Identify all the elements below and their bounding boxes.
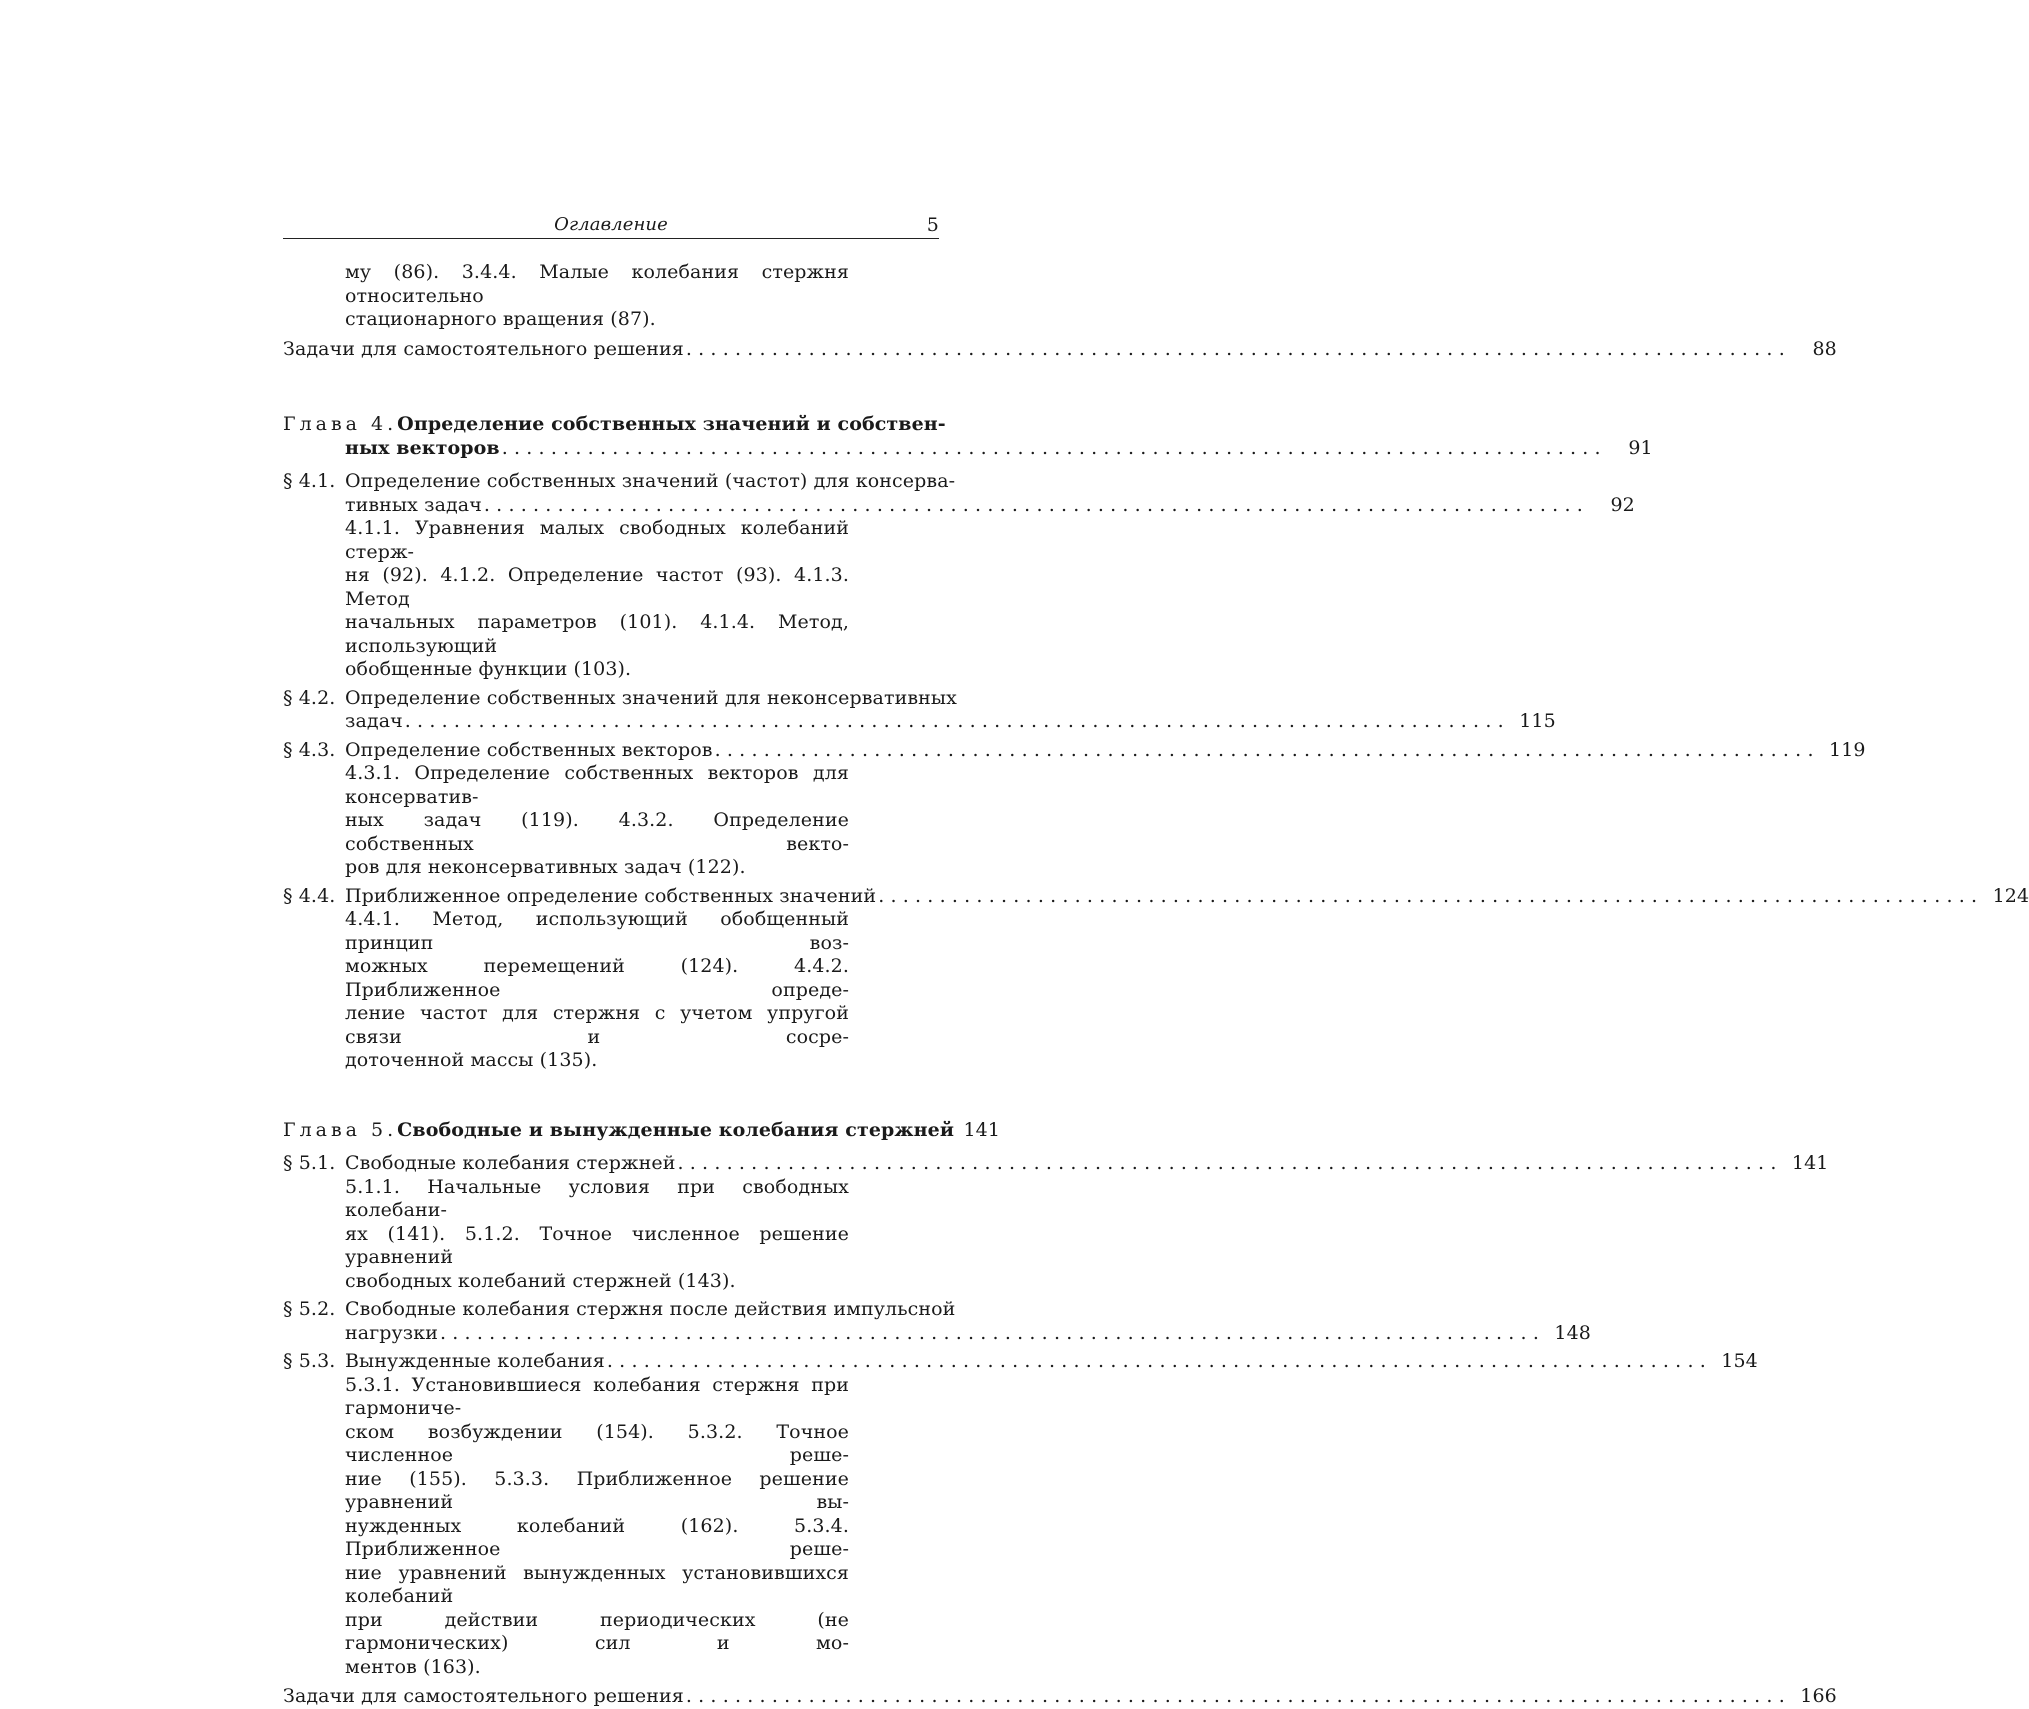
chapter-5-heading[interactable] [283, 1118, 1001, 1143]
subsection-line: ление частот для стержня с учетом упругой связи и сосре- [345, 1002, 849, 1048]
section-page: 154 [1721, 1350, 1758, 1372]
section-title-line-1: Определение собственных значений (частот) для консерва- [345, 470, 956, 492]
chapter-4 [283, 413, 2029, 1073]
chapter-4-heading[interactable] [283, 413, 946, 437]
subsection-line: ных задач (119). 4.3.2. Определение собственных векто- [345, 809, 849, 855]
section-title-line-1: Приближенное определение собственных значений [345, 884, 877, 907]
section-4-2[interactable] [283, 686, 1556, 734]
chapter-title: Свободные и вынужденные колебания стержней [397, 1118, 955, 1141]
subsection-line: 5.1.1. Начальные условия при свободных колебани- [345, 1175, 849, 1221]
section-title-line-2: задач [345, 710, 403, 732]
section-number: § 4.1. [283, 470, 336, 492]
dot-leader [715, 739, 1814, 763]
section-4-4[interactable] [283, 884, 2029, 1073]
section-page: 124 [1992, 884, 2029, 907]
toc-page [283, 210, 2029, 1709]
section-number: § 4.3. [283, 738, 336, 761]
dot-leader [677, 1152, 1776, 1176]
header-page-number: 5 [926, 214, 939, 236]
section-5-1[interactable] [283, 1152, 1829, 1293]
dot-leader [686, 1685, 1785, 1709]
section-page: 119 [1829, 738, 1866, 761]
section-title-line-2: нагрузки [345, 1321, 438, 1344]
dot-leader [607, 1350, 1706, 1374]
section-title-line-1: Свободные колебания стержней [345, 1152, 676, 1174]
subsection-line: ние (155). 5.3.3. Приближенное решение уравнений вы- [345, 1467, 849, 1513]
entry-label: Задачи для самостоятельного решения [283, 1685, 684, 1707]
header-title: Оглавление [554, 214, 668, 235]
continuation-line-2: стационарного вращения (87). [345, 308, 656, 330]
subsection-line: можных перемещений (124). 4.4.2. Приближенное опреде- [345, 955, 849, 1001]
toc-entry-tasks-ch3[interactable] [283, 337, 1837, 362]
section-title-line-1: Определение собственных значений для неконсервативных [345, 686, 957, 709]
section-5-2[interactable] [283, 1298, 1591, 1345]
subsection-line: ском возбуждении (154). 5.3.2. Точное численное реше- [345, 1420, 849, 1466]
section-number: § 5.3. [283, 1350, 336, 1372]
dot-leader [686, 338, 1785, 362]
entry-label: Задачи для самостоятельного решения [283, 337, 684, 360]
dot-leader [405, 710, 1504, 734]
section-4-3[interactable] [283, 738, 1866, 880]
chapter-prefix: Глава 4. [283, 413, 398, 435]
chapter-page: 141 [963, 1118, 1001, 1141]
section-title-line-1: Свободные колебания стержня после действия импульсной [345, 1298, 956, 1320]
subsection-line: обобщенные функции (103). [345, 658, 632, 680]
subsection-line: ментов (163). [345, 1655, 481, 1678]
dot-leader [484, 494, 1583, 518]
dot-leader [878, 885, 1977, 909]
chapter-prefix: Глава 5. [283, 1118, 398, 1141]
dot-leader [440, 1322, 1539, 1346]
entry-page: 88 [1812, 337, 1837, 360]
subsection-line: 4.3.1. Определение собственных векторов для консерватив- [345, 762, 849, 808]
section-title-line-1: Вынужденные колебания [345, 1350, 605, 1372]
subsection-line: при действии периодических (не гармонических) сил и мо- [345, 1608, 849, 1654]
chapter-4-heading-cont[interactable] [283, 436, 1653, 461]
chapter-page: 91 [1628, 436, 1653, 459]
subsection-line: 4.1.1. Уравнения малых свободных колебаний стерж- [345, 517, 849, 563]
toc-entry-tasks-ch5[interactable] [283, 1685, 1837, 1709]
section-number: § 4.4. [283, 884, 336, 907]
subsection-line: 4.4.1. Метод, использующий обобщенный принцип воз- [345, 908, 849, 954]
chapter-title-line-2: ных векторов [345, 436, 500, 459]
section-title-line-2: тивных задач [345, 493, 482, 516]
running-header [283, 210, 939, 239]
section-page: 141 [1791, 1152, 1829, 1174]
subsection-line: свободных колебаний стержней (143). [345, 1269, 736, 1292]
entry-page: 166 [1800, 1685, 1837, 1707]
subsection-line: ров для неконсервативных задач (122). [345, 856, 746, 878]
subsection-line: доточенной массы (135). [345, 1049, 598, 1071]
dot-leader [502, 437, 1601, 461]
subsection-line: ние уравнений вынужденных установившихся колебаний [345, 1561, 849, 1607]
subsection-line: нужденных колебаний (162). 5.3.4. Приближенное реше- [345, 1514, 849, 1560]
subsection-line: начальных параметров (101). 4.1.4. Метод, использующий [345, 611, 849, 657]
section-4-1[interactable] [283, 470, 1635, 682]
subsection-line: ях (141). 5.1.2. Точное численное решение уравнений [345, 1222, 849, 1268]
chapter-title-line-1: Определение собственных значений и собствен- [397, 413, 946, 435]
section-page: 115 [1519, 710, 1556, 732]
chapter-5 [283, 1118, 1837, 1709]
section-page: 148 [1554, 1321, 1591, 1344]
section-number: § 4.2. [283, 686, 336, 709]
section-number: § 5.1. [283, 1152, 336, 1174]
section-number: § 5.2. [283, 1298, 336, 1320]
section-page: 92 [1610, 493, 1635, 516]
continuation-block [283, 261, 1837, 361]
continuation-line-1: му (86). 3.4.4. Малые колебания стержня относительно [345, 261, 849, 307]
section-5-3[interactable] [283, 1350, 1758, 1679]
subsection-line: ня (92). 4.1.2. Определение частот (93). 4.1.3. Метод [345, 564, 849, 610]
subsection-line: 5.3.1. Установившиеся колебания стержня при гармониче- [345, 1373, 849, 1419]
section-title-line-1: Определение собственных векторов [345, 738, 713, 761]
